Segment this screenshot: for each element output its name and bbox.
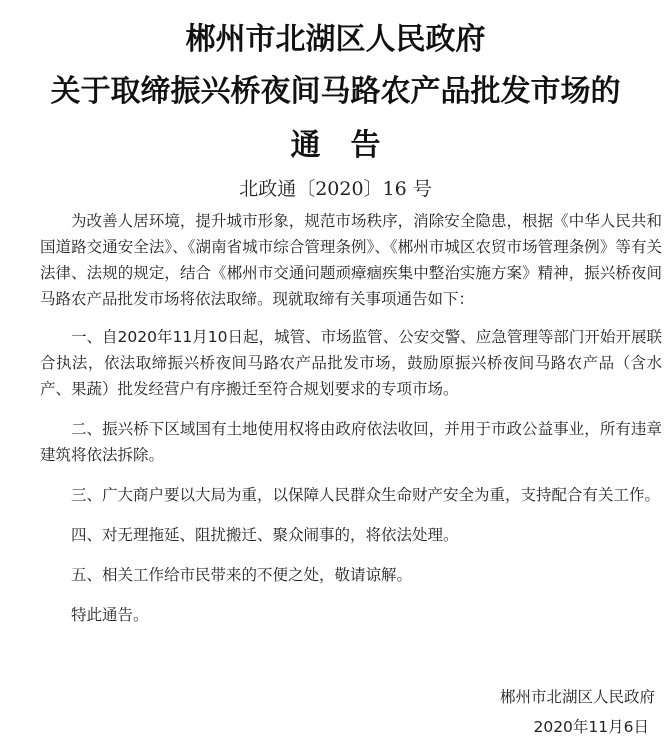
title-notice: 通告	[290, 128, 411, 163]
paragraph-closing: 特此通告。	[71, 606, 149, 624]
title-subject: 关于取缔振兴桥夜间马路农产品批发市场的	[50, 74, 621, 109]
paragraph-intro: 为改善人居环境，提升城市形象，规范市场秩序，消除安全隐患，根据《中华人民共和国道路交通安全法》、《湖南省城市综合管理条例》、《郴州市城区农贸市场管理条例》等有关法律、法规的规定，结合《郴州市交通问题顽瘴痼疾集中整治实施方案》精神，振兴桥夜间马路农产品批发市场将依法取缔。现就取缔有关事项通告如下：	[40, 212, 662, 308]
title-issuer: 郴州市北湖区人民政府	[185, 22, 486, 57]
paragraph-item-3: 三、广大商户要以大局为重，以保障人民群众生命财产安全为重，支持配合有关工作。	[71, 486, 661, 504]
paragraph-item-2: 二、振兴桥下区域国有土地使用权将由政府依法收回，并用于市政公益事业，所有违章建筑将依法拆除。	[40, 420, 662, 464]
issue-date: 2020年11月6日	[533, 718, 649, 736]
paragraph-item-1: 一、自2020年11月10日起，城管、市场监管、公安交警、应急管理等部门开始开展联合执法，依法取缔振兴桥夜间马路农产品批发市场，鼓励原振兴桥夜间马路农产品（含水产、果蔬）批发经营户有序搬迁至符合规划要求的专项市场。	[40, 328, 662, 398]
issuer-signature: 郴州市北湖区人民政府	[499, 688, 655, 706]
notice-body	[40, 208, 662, 628]
paragraph-item-5: 五、相关工作给市民带来的不便之处，敬请谅解。	[71, 566, 413, 584]
document-number: 北政通〔2020〕16 号	[239, 178, 432, 200]
paragraph-item-4: 四、对无理拖延、阻扰搬迁、聚众闹事的，将依法处理。	[71, 526, 459, 544]
